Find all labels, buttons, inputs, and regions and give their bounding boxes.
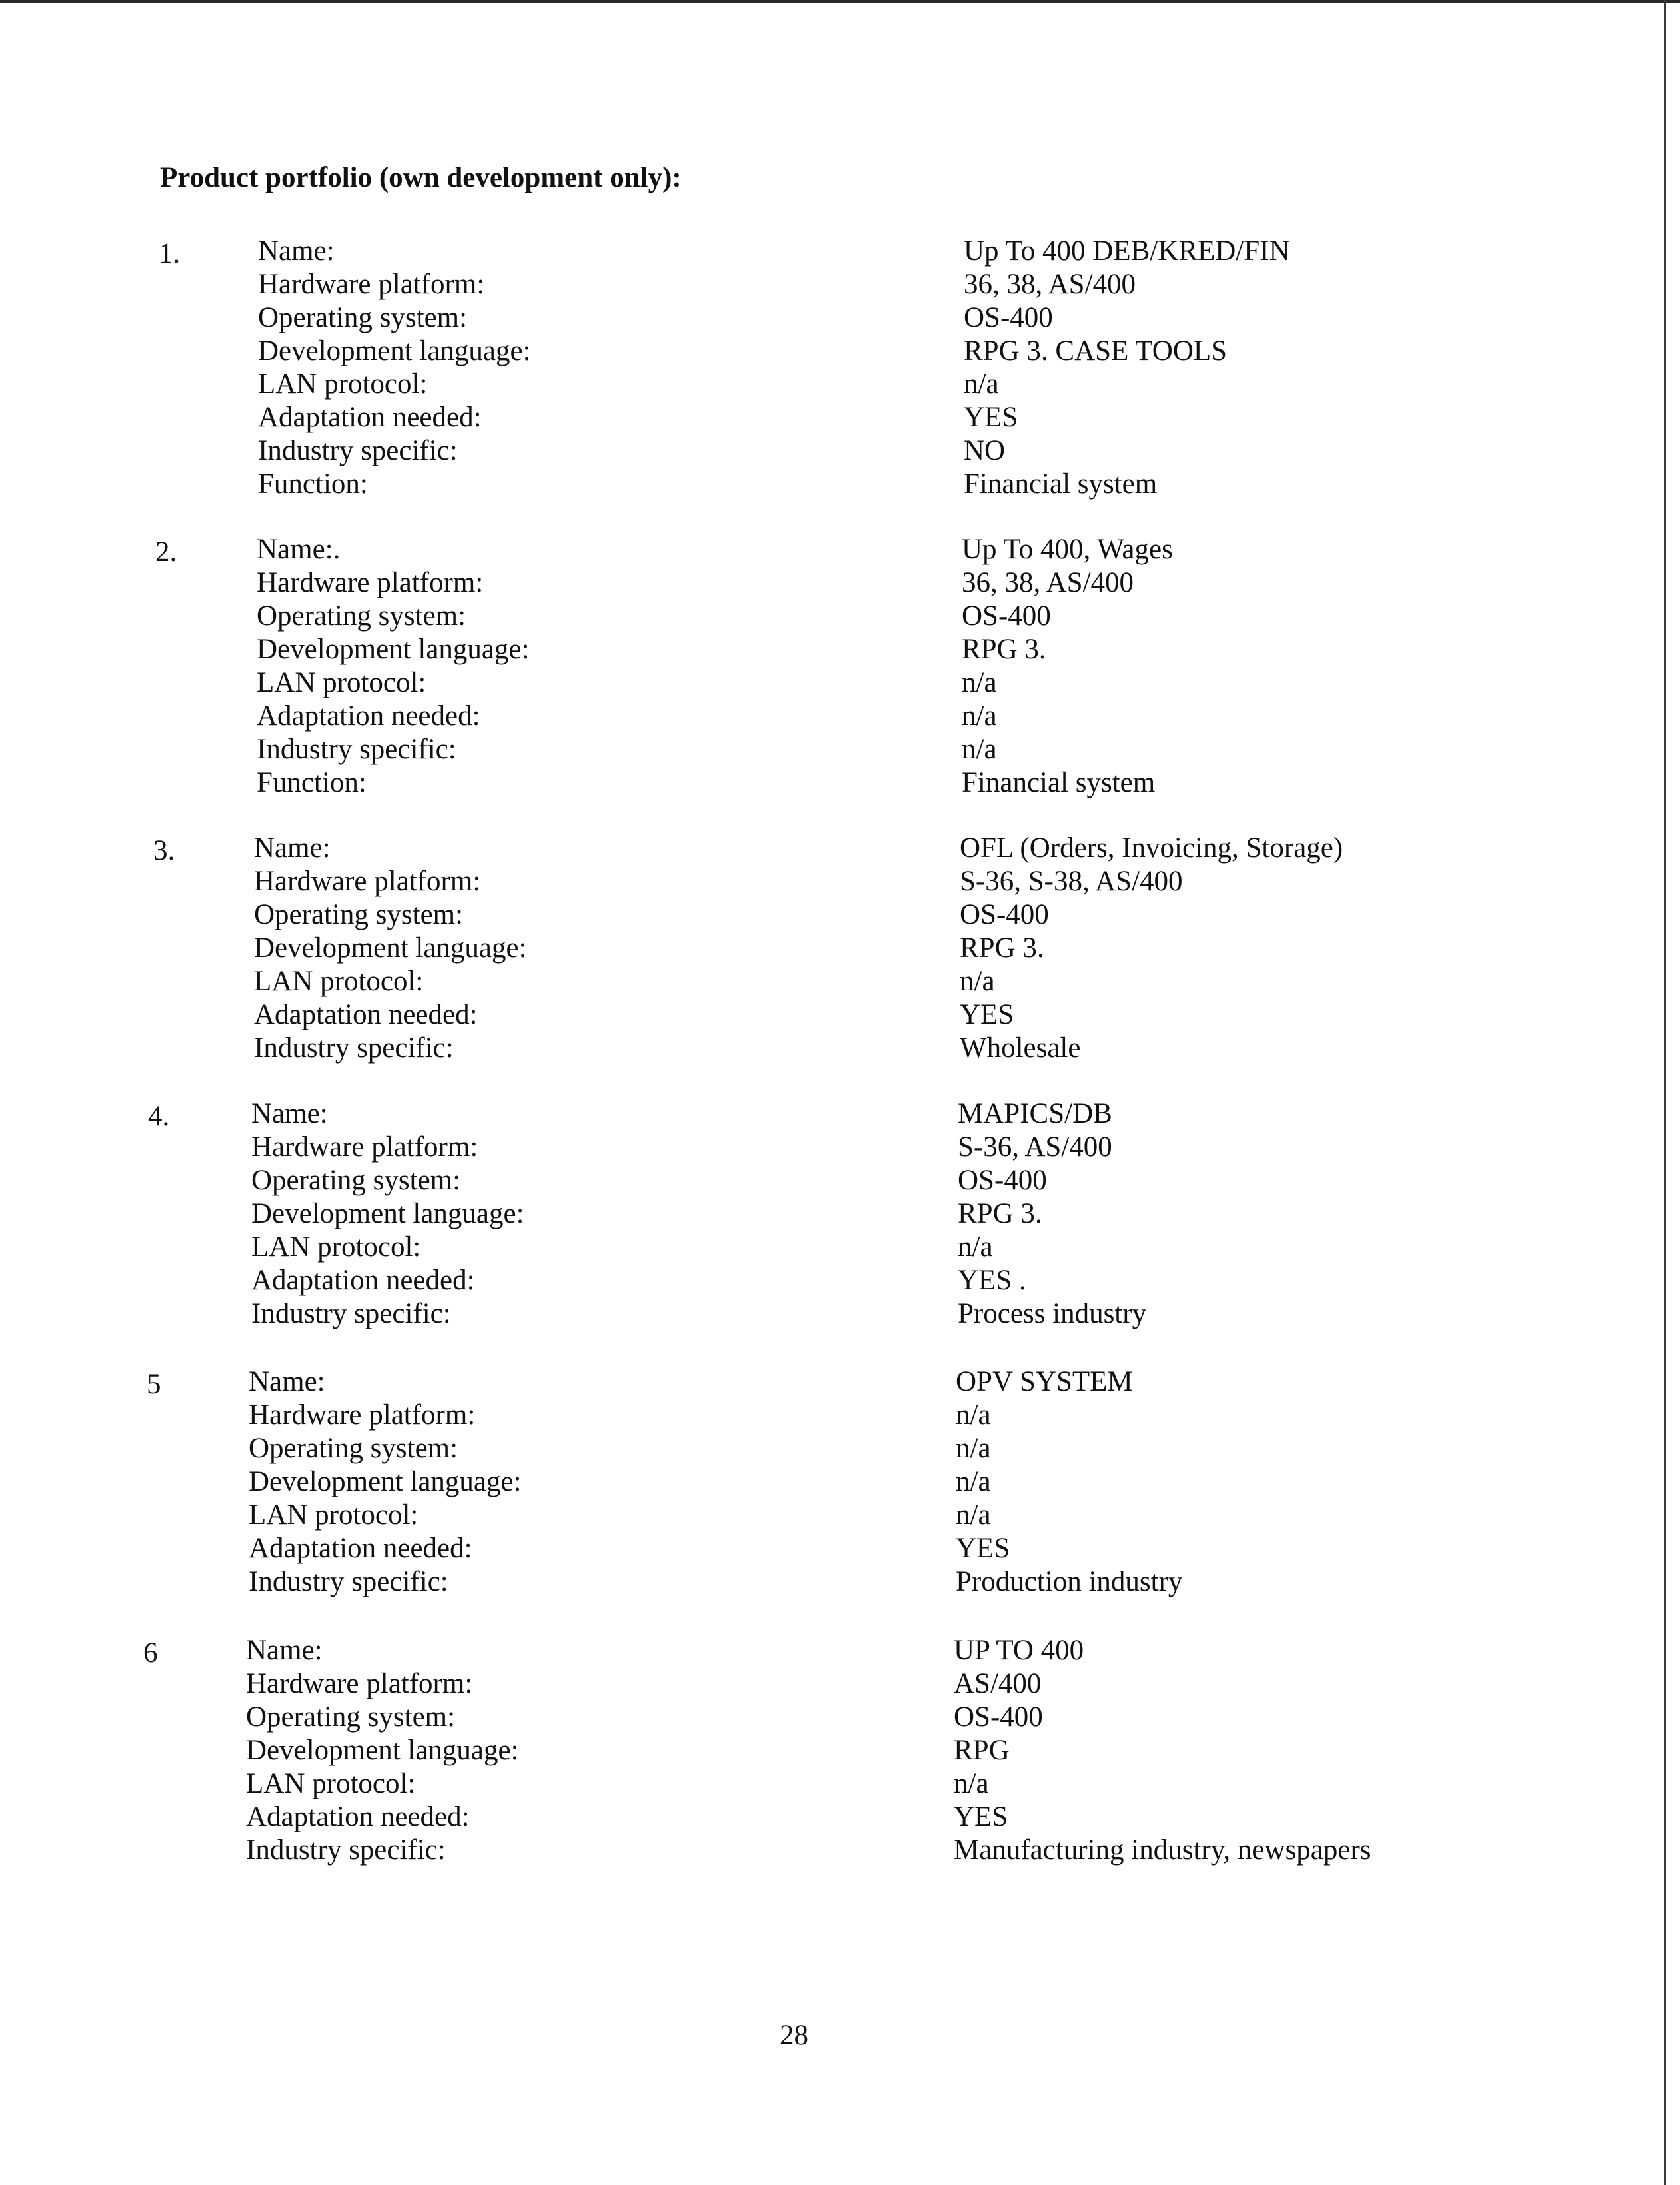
field-label: Adaptation needed: [246, 1801, 470, 1832]
field-value: OS-400 [960, 899, 1049, 930]
field-value: n/a [956, 1466, 991, 1497]
field-value: RPG 3. [962, 634, 1046, 665]
field-label: Name: [246, 1635, 323, 1666]
field-label: Adaptation needed: [251, 1265, 475, 1296]
field-label: Development language: [246, 1735, 519, 1766]
field-value: RPG 3. CASE TOOLS [964, 335, 1228, 366]
field-label: Operating system: [257, 600, 466, 632]
entry-number: 1. [159, 238, 181, 269]
field-value: YES [960, 999, 1014, 1030]
field-value: Process industry [958, 1298, 1147, 1329]
field-value: NO [964, 435, 1006, 466]
field-label: Function: [258, 468, 368, 500]
field-label: Operating system: [246, 1701, 456, 1733]
field-value: Wholesale [960, 1032, 1081, 1064]
field-value: OPV SYSTEM [956, 1366, 1133, 1397]
field-value: RPG 3. [958, 1198, 1042, 1229]
field-label: Industry specific: [249, 1566, 448, 1597]
field-value: Manufacturing industry, newspapers [954, 1834, 1371, 1866]
field-value: YES . [958, 1265, 1026, 1296]
field-label: Development language: [258, 335, 531, 366]
field-value: RPG 3. [960, 932, 1044, 964]
field-label: Operating system: [254, 899, 464, 930]
field-label: Name:. [257, 534, 341, 565]
field-value: n/a [960, 966, 995, 997]
field-value: n/a [958, 1231, 993, 1263]
field-label: LAN protocol: [258, 368, 428, 400]
field-label: LAN protocol: [251, 1231, 421, 1263]
field-label: LAN protocol: [246, 1768, 416, 1799]
field-label: Industry specific: [257, 734, 456, 765]
field-label: Adaptation needed: [258, 402, 482, 433]
field-value: OFL (Orders, Invoicing, Storage) [960, 832, 1343, 864]
field-label: Development language: [257, 634, 530, 665]
scan-top-edge [0, 0, 1680, 3]
field-value: OS-400 [962, 600, 1051, 632]
field-label: LAN protocol: [249, 1499, 419, 1531]
field-label: Operating system: [249, 1433, 458, 1464]
field-value: n/a [962, 734, 997, 765]
field-label: Operating system: [258, 302, 468, 333]
field-value: 36, 38, AS/400 [962, 567, 1134, 598]
field-value: MAPICS/DB [958, 1098, 1112, 1129]
field-value: S-36, S-38, AS/400 [960, 866, 1183, 897]
field-value: Financial system [964, 468, 1158, 500]
field-label: Industry specific: [251, 1298, 451, 1329]
scan-right-edge [1664, 0, 1666, 2185]
field-label: LAN protocol: [257, 667, 426, 698]
field-label: Hardware platform: [246, 1668, 473, 1699]
entry-number: 4. [148, 1101, 170, 1132]
field-value: n/a [962, 667, 997, 698]
entry-number: 6 [143, 1637, 158, 1669]
field-label: LAN protocol: [254, 966, 424, 997]
field-label: Name: [249, 1366, 325, 1397]
field-value: OS-400 [958, 1165, 1047, 1196]
field-label: Development language: [251, 1198, 524, 1229]
field-label: Hardware platform: [251, 1131, 478, 1163]
field-value: Up To 400, Wages [962, 534, 1173, 565]
field-value: n/a [956, 1499, 991, 1531]
field-label: Industry specific: [258, 435, 458, 466]
field-value: 36, 38, AS/400 [964, 269, 1136, 300]
entry-number: 3. [153, 835, 175, 866]
field-label: Adaptation needed: [249, 1533, 472, 1564]
field-label: Development language: [249, 1466, 522, 1497]
field-value: Financial system [962, 767, 1156, 798]
field-value: OS-400 [964, 302, 1053, 333]
entry-number: 5 [147, 1369, 161, 1400]
field-value: YES [964, 402, 1018, 433]
field-label: Adaptation needed: [257, 700, 480, 732]
field-label: Name: [254, 832, 331, 864]
field-value: S-36, AS/400 [958, 1131, 1112, 1163]
field-label: Development language: [254, 932, 527, 964]
field-value: n/a [956, 1433, 991, 1464]
field-label: Name: [258, 235, 335, 267]
field-label: Adaptation needed: [254, 999, 478, 1030]
field-value: OS-400 [954, 1701, 1043, 1733]
field-label: Name: [251, 1098, 328, 1129]
field-label: Hardware platform: [254, 866, 481, 897]
field-label: Operating system: [251, 1165, 461, 1196]
field-value: Up To 400 DEB/KRED/FIN [964, 235, 1290, 267]
field-label: Hardware platform: [249, 1399, 476, 1431]
field-value: n/a [964, 368, 999, 400]
field-label: Industry specific: [246, 1834, 446, 1866]
entry-number: 2. [155, 536, 177, 568]
page-heading: Product portfolio (own development only): [160, 162, 682, 193]
field-label: Hardware platform: [257, 567, 484, 598]
field-label: Hardware platform: [258, 269, 485, 300]
field-value: YES [956, 1533, 1010, 1564]
field-label: Industry specific: [254, 1032, 454, 1064]
field-value: n/a [956, 1399, 991, 1431]
field-value: YES [954, 1801, 1008, 1832]
field-value: RPG [954, 1735, 1010, 1766]
field-value: AS/400 [954, 1668, 1042, 1699]
field-value: n/a [962, 700, 997, 732]
field-value: n/a [954, 1768, 989, 1799]
field-value: UP TO 400 [954, 1635, 1084, 1666]
field-label: Function: [257, 767, 367, 798]
page-number: 28 [780, 2020, 808, 2051]
field-value: Production industry [956, 1566, 1183, 1597]
